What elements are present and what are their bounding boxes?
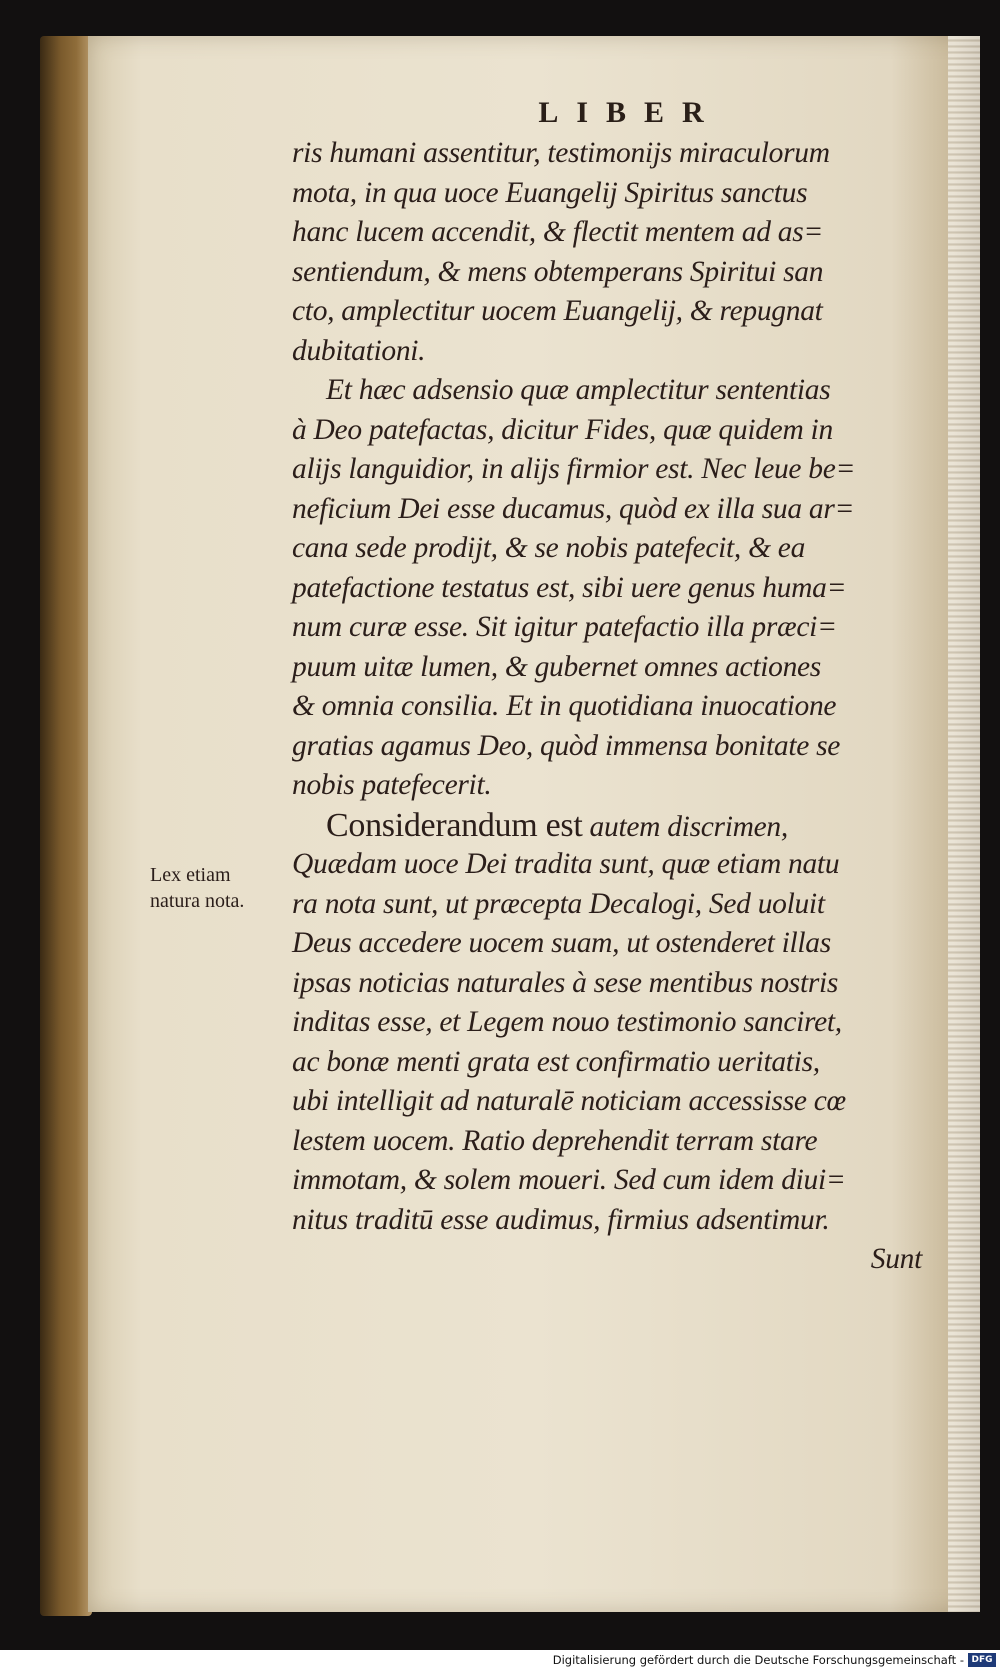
text-line: ac bonæ menti grata est confirmatio ueritatis, <box>292 1045 820 1078</box>
text-line: à Deo patefactas, dicitur Fides, quæ quidem in <box>292 413 833 446</box>
text-line: patefactione testatus est, sibi uere genus huma= <box>292 571 847 604</box>
page-stack-edge <box>948 36 980 1612</box>
book-cover-edge <box>40 36 92 1616</box>
section-opening-line <box>292 806 922 846</box>
dfg-logo-icon: DFG <box>968 1653 996 1667</box>
text-line: lestem uocem. Ratio deprehendit terram stare <box>292 1124 818 1157</box>
text-line: inditas esse, et Legem nouo testimonio sanciret, <box>292 1006 842 1038</box>
text-line: cana sede prodijt, & se nobis patefecit, & ea <box>292 532 806 564</box>
text-line: mota, in qua uoce Euangelij Spiritus sanctus <box>292 176 808 209</box>
text-line: puum uitæ lumen, & gubernet omnes actiones <box>292 650 821 683</box>
text-line: num curæ esse. Sit igitur patefactio illa præci= <box>292 611 837 643</box>
marginal-note <box>150 862 290 914</box>
text-line: & omnia consilia. Et in quotidiana inuocatione <box>292 690 837 722</box>
text-line: cto, amplectitur uocem Euangelij, & repugnat <box>292 295 823 327</box>
paragraph-3 <box>292 806 922 1241</box>
section-opening-roman: Considerandum est <box>326 806 583 844</box>
paragraph-2 <box>292 371 922 806</box>
text-line: Et hæc adsensio quæ amplectitur sententias <box>326 374 831 406</box>
paragraph-1 <box>292 134 922 371</box>
text-line: gratias agamus Deo, quòd immensa bonitate se <box>292 729 841 762</box>
funding-credit: Digitalisierung gefördert durch die Deutsche Forschungsgemeinschaft - <box>552 1653 964 1667</box>
text-line: hanc lucem accendit, & flectit mentem ad as= <box>292 216 823 248</box>
text-line: alijs languidior, in alijs firmior est. Nec leue be= <box>292 453 856 485</box>
text-line: immotam, & solem moueri. Sed cum idem diui= <box>292 1164 846 1196</box>
text-line: ubi intelligit ad naturalē noticiam accessisse cœ <box>292 1085 846 1117</box>
section-opening-tail: autem discrimen, <box>582 810 788 843</box>
text-line: dubitationi. <box>292 334 426 367</box>
text-line: neficium Dei esse ducamus, quòd ex illa sua ar= <box>292 492 855 525</box>
footer-bar <box>0 1650 1000 1671</box>
text-line: ipsas noticias naturales à sese mentibus nostris <box>292 966 839 999</box>
catchword: Sunt <box>870 1243 922 1275</box>
text-line: nitus traditū esse audimus, firmius adsentimur. <box>292 1203 830 1236</box>
running-head: LIBER <box>538 96 722 129</box>
marginal-note-line: natura nota. <box>150 890 245 912</box>
text-line: sentiendum, & mens obtemperans Spiritui san <box>292 255 824 288</box>
text-line: Deus accedere uocem suam, ut ostenderet illas <box>292 927 831 959</box>
text-line: ra nota sunt, ut præcepta Decalogi, Sed uoluit <box>292 887 825 920</box>
text-line: nobis patefecerit. <box>292 769 492 801</box>
main-text-block <box>292 134 922 1280</box>
text-line: ris humani assentitur, testimonijs miraculorum <box>292 137 830 169</box>
marginal-note-line: Lex etiam <box>150 864 231 886</box>
text-line: Quædam uoce Dei tradita sunt, quæ etiam natu <box>292 848 840 880</box>
